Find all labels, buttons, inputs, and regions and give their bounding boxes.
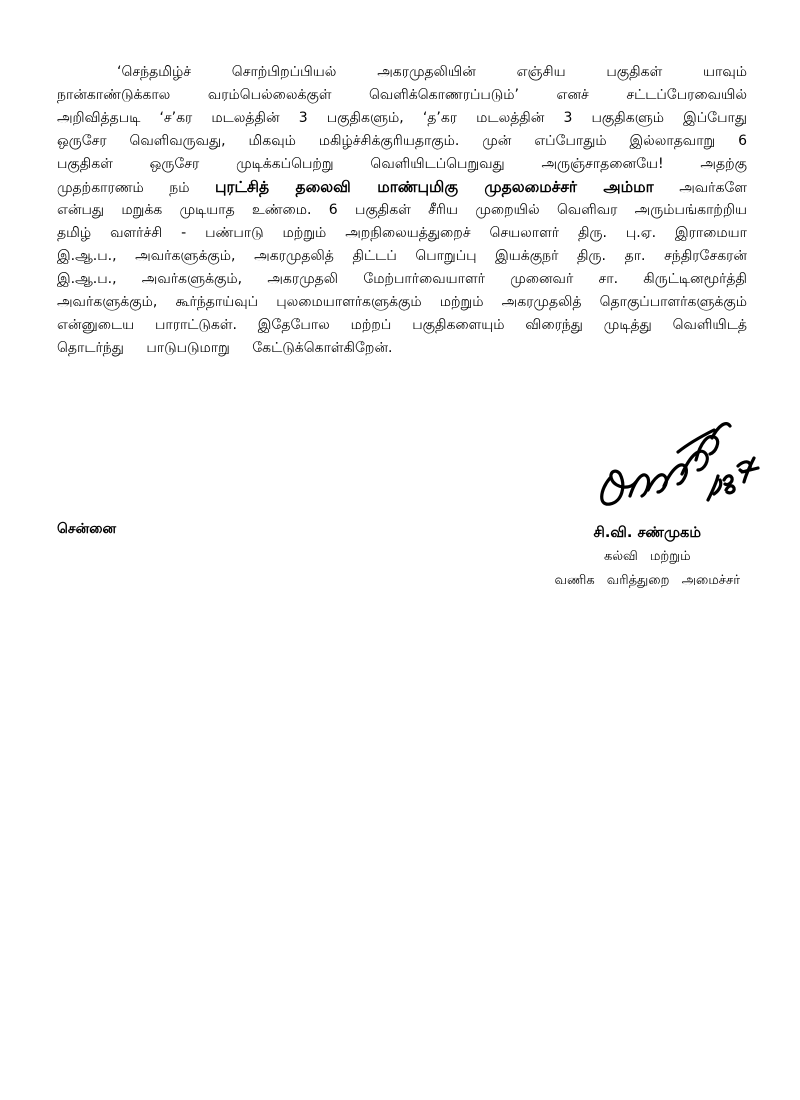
line-text: முதற்காரணம் நம் (57, 180, 190, 196)
letter-line-with-emphasis (57, 176, 747, 199)
signatory-title: வணிக வரித்துறை அமைச்சர் (554, 573, 740, 588)
letter-body (57, 61, 747, 360)
letter-line: இ.ஆ.ப., அவர்களுக்கும், அகரமுதலி மேற்பார்வையாளர் முனைவர் சா. கிருட்டினமூர்த்தி (57, 271, 747, 287)
letter-line: என்னுடைய பாராட்டுகள். இதேபோல மற்றப் பகுதிகளையும் விரைந்து முடித்து வெளியிடத் (57, 317, 747, 333)
place-label: சென்னை (57, 521, 117, 537)
letter-line: என்பது மறுக்க முடியாத உண்மை. 6 பகுதிகள் சீரிய முறையில் வெளிவர அரும்பங்காற்றிய (57, 202, 747, 218)
letter-line: பகுதிகள் ஒருசேர முடிக்கப்பெற்று வெளியிடப்பெறுவது அருஞ்சாதனையே! அதற்கு (57, 156, 747, 172)
letter-line: தொடர்ந்து பாடுபடுமாறு கேட்டுக்கொள்கிறேன். (57, 340, 393, 356)
letter-line: தமிழ் வளர்ச்சி - பண்பாடு மற்றும் அறநிலையத்துறைச் செயலாளர் திரு. பு.ஏ. இராமையா (57, 225, 747, 241)
letter-line: ‘செந்தமிழ்ச் சொற்பிறப்பியல் அகரமுதலியின் எஞ்சிய பகுதிகள் யாவும் (117, 64, 747, 80)
signatory-name: சி.வி. சண்முகம் (593, 525, 701, 541)
letter-line: நான்காண்டுக்கால வரம்பெல்லைக்குள் வெளிக்கொணரப்படும்’ எனச் சட்டப்பேரவையில் (57, 87, 747, 103)
letter-line: அவர்களுக்கும், கூர்ந்தாய்வுப் புலமையாளர்களுக்கும் மற்றும் அகரமுதலித் தொகுப்பாளர்களுக்கும் (57, 294, 747, 310)
letter-line: இ.ஆ.ப., அவர்களுக்கும், அகரமுதலித் திட்டப் பொறுப்பு இயக்குநர் திரு. தா. சந்திரசேகரன் (57, 248, 747, 264)
signatory-title: கல்வி மற்றும் (603, 549, 691, 564)
emphasized-title: புரட்சித் தலைவி மாண்புமிகு முதலமைச்சர் அம்மா (215, 178, 654, 196)
handwritten-signature (592, 408, 762, 518)
letter-line: ஒருசேர வெளிவருவது, மிகவும் மகிழ்ச்சிக்குரியதாகும். முன் எப்போதும் இல்லாதவாறு 6 (57, 133, 747, 149)
signatory-block (555, 521, 740, 593)
line-text: அவர்களே (679, 180, 747, 196)
letter-line: அறிவித்தபடி ‘ச’கர மடலத்தின் 3 பகுதிகளும், ‘த’கர மடலத்தின் 3 பகுதிகளும் இப்போது (57, 110, 747, 126)
